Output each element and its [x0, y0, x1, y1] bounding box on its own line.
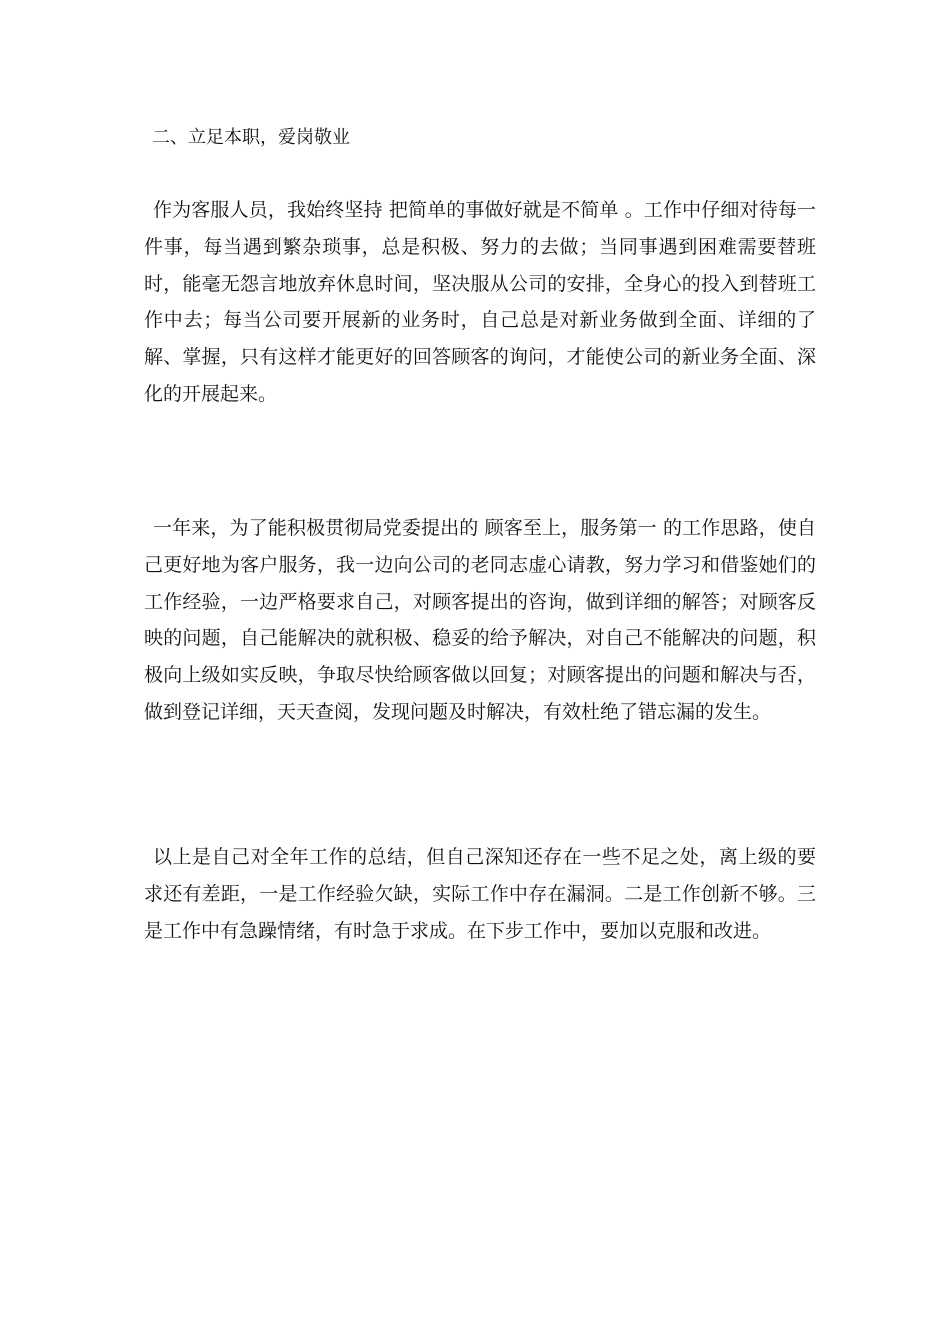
- section-heading: 二、立足本职，爱岗敬业: [152, 127, 350, 148]
- paragraph-3: 以上是自己对全年工作的总结，但自己深知还存在一些不足之处，离上级的要求还有差距，一是工作经验欠缺，实际工作中存在漏洞。二是工作创新不够。三是工作中有急躁情绪，有时急于求成。在下步工作中，要加以克服和改进。: [144, 846, 816, 942]
- paragraph-1: 作为客服人员，我始终坚持 把简单的事做好就是不简单 。工作中仔细对待每一件事，每当遇到繁杂琐事，总是积极、努力的去做；当同事遇到困难需要替班时，能毫无怨言地放弃休息时间，坚决服从公司的安排，全身心的投入到替班工作中去；每当公司要开展新的业务时，自己总是对新业务做到全面、详细的了解、掌握，只有这样才能更好的回答顾客的询问，才能使公司的新业务全面、深化的开展起来。: [144, 199, 816, 405]
- paragraph-2: 一年来，为了能积极贯彻局党委提出的 顾客至上，服务第一 的工作思路，使自己更好地为客户服务，我一边向公司的老同志虚心请教，努力学习和借鉴她们的工作经验，一边严格要求自己，对顾客提出的咨询，做到详细的解答；对顾客反映的问题，自己能解决的就积极、稳妥的给予解决，对自己不能解决的问题，积极向上级如实反映，争取尽快给顾客做以回复；对顾客提出的问题和解决与否，做到登记详细，天天查阅，发现问题及时解决，有效杜绝了错忘漏的发生。: [144, 517, 816, 723]
